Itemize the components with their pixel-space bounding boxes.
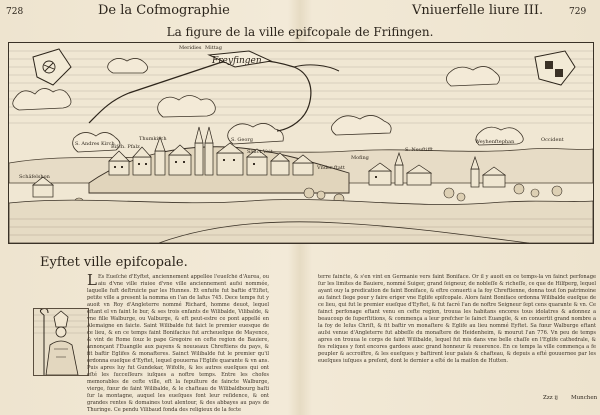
city-banner-label: Freyfingen: [212, 56, 262, 66]
left-page-number: 728: [6, 7, 24, 17]
city-view-illustration: [9, 43, 593, 243]
label-undersfing: Vnder ftatt: [317, 165, 345, 171]
left-text-column: [87, 274, 269, 414]
right-text-column: terre fainčte, & s'en vint en Germanie vers faint Boniface. Or il y auoit en ce temps-la vn fainct perfonage ſur les limites de Bauiere, nommé Suiger, grand ſeigneur, de nobleſſe & richeſſe, ce que de Hilfperg, lequel ayant ouy la predication de faint Boniface, & eftre conuerti a la foy Chreftienne, donna tout ſon patrimoine au fainct ſiege pour y faire eriger vne Eglife epifcopale. Alors faint Boniface ordonna Wilibalde eueſque de ce lieu, qui fut le premier eueſque d'Eyftet, & fut facré l'an de noftre Seigneur ſept cens quarante & vn. Ce fainct perfonage eftant venu en cefte region, trouua les habitans encores tous idolatres & adonnez a beaucoup de ſuperſtitions, & commença a leur prefcher le ſainct Euangile, & en conuertit grand nombre a la foy de Ieſus Chriſt, & fit baftir vn monaſtere & Eglife au lieu nommé Eyftet. Sa fœur Walburge eftant auſsi venue d'Angleterre fut abbeſſe du monaſtere de Heidenheim, & mourut l'an 776. Vn peu de temps apres on trouua le corps de faint Wilibalde, lequel fut mis dans vne belle chaſſe en l'Eglife cathedrale, & fes reliques y font encores gardees auec grand honneur & reuerence. En ce temps la ville commença a fe peupler & accroiftre, & les eueſques y baftirent leur palais & chafteau, & depuis a efté gouuernee par les eueſques iuſques a preſent, dont le dernier a eſté de la maiſon de Hutten.: [318, 274, 596, 364]
label-meridies: Meridies: [179, 45, 202, 51]
label-thumkirch: Thumkirch: [139, 136, 167, 142]
right-page-number: 729: [569, 7, 587, 17]
left-column-text: Es Eueſché d'Eyftet, anciennement appellée l'eueſché d'Aurea, ou aiu d'vne ville riuiee d'vne ville anciennement aufsi nommée, laquelle fuft deſtruicte par les Hunnes. Et enfuite fut baftie d'Eiſtet, petite ville a present la nomma en l'an de Iafus 745. Dece temps fut y auoit vn Roy d'Angleterre nommé Richard, homme deuot, lequel eftant el vn faint Ie bur, & ses trois enfants de Wilibalde, Vilibalde, & vne fille Walburge, ou Valburge, & eft peut-estre ce pont appellé en Alemaigne en faicte. Saint Wilibalde fut faict le premier euesque de ce lieu, & en ce temps faint Bonifacius fut archeueſque de Mayence, & vint de Rome ſouz le pape Gregoire en cefte region de Bauiere, annonçant l'Euangile aux payens & nouueaux Chreftiens du pays, & fit baftir Eglifes & monafteres. Sainct Wilibalde fut le premier qu'il ordonna eueſque d'Eyftet, lequel gouuerna l'Eglife quarante & vn ans. Puis apres luy fut Gundekar, Wifolfe, & les autres eueſques qui ont eſté les ſucceſſeurs iuſques a noftre temps. Entre les chofes memorables de cefte ville, eft la fepulture de faincte Walburge, vierge, fœur de faint Wilibalde, & le chafteau de Wilibaldbourg baſti ſur la montagne, auquel les eueſques font leur reſidence, & ont grandes rentes & domaines tout alentour, & des abbayes au pays de Thuringe. Ce pendu Vilibaud fonda des religieux de la fecte: [87, 274, 269, 413]
label-weyhenftephan: Weyhenftephan: [475, 139, 515, 145]
label-bisch: Bifch. Pfalz: [111, 144, 140, 150]
label-neuftifft: S. Neuftifft: [405, 147, 434, 153]
bishop-portrait: [33, 308, 89, 376]
engraving-title: La figure de la ville epifcopale de Frifingen.: [166, 25, 434, 39]
label-kirch: S. Andres Kirch: [75, 141, 115, 147]
drop-cap-letter: L: [87, 274, 97, 289]
bishop-portrait-illustration: [34, 309, 88, 375]
right-running-title: Vniuerfelle liure III.: [412, 3, 544, 18]
label-st-georg: S. Georg: [231, 137, 253, 143]
label-mittag: Mittag: [205, 45, 222, 51]
label-mofing: Mofing: [351, 155, 369, 161]
label-sanct-veit: Sanct Veit: [247, 149, 273, 155]
label-occident: Occident: [541, 137, 564, 143]
section-heading: Eyftet ville epifcopale.: [40, 255, 188, 270]
left-coat-of-arms: [33, 49, 71, 85]
city-view-engraving: [8, 42, 594, 244]
signature-mark: Zzz ij: [543, 395, 558, 401]
left-running-title: De la Cofmographie: [98, 3, 230, 18]
label-schafelshon: Schäfelshon: [19, 174, 50, 180]
catchword: Munchen: [571, 395, 598, 401]
right-coat-of-arms: [535, 51, 575, 85]
